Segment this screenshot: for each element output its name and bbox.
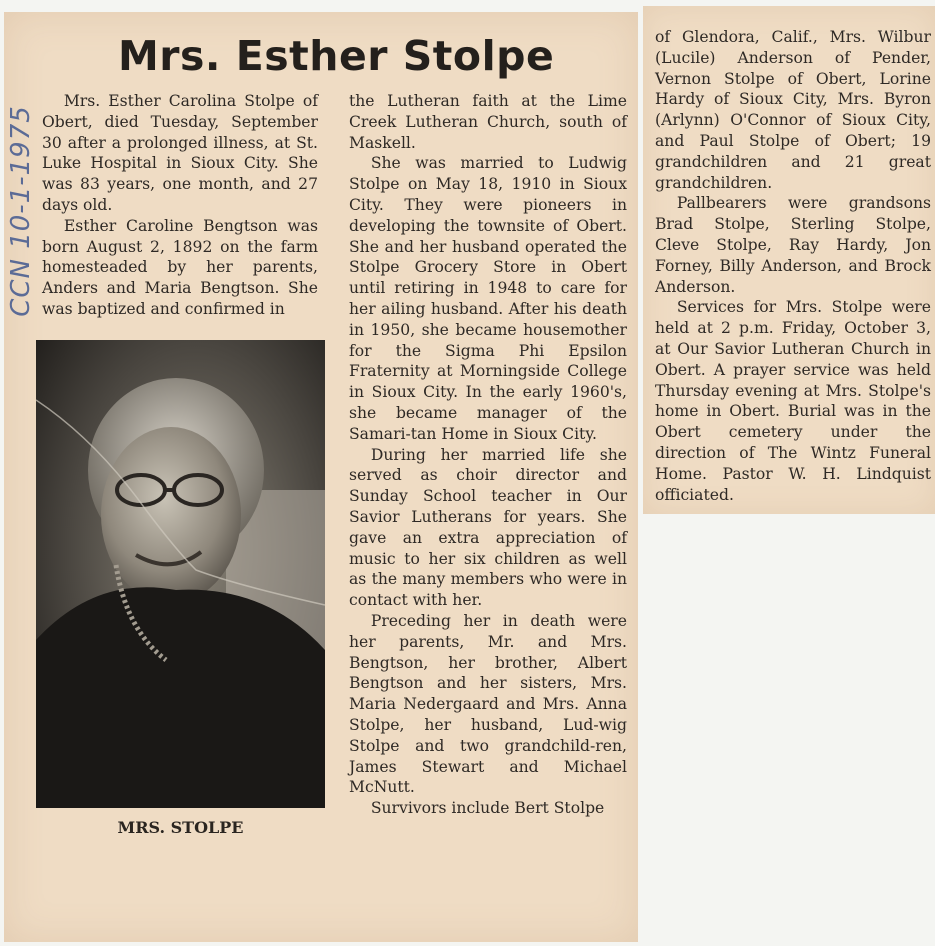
paragraph: Services for Mrs. Stolpe were held at 2 p.m. Friday, October 3, at Our Savior Lutheran Church in Obert. A prayer service was held Thursday evening at Mrs. Stolpe's home in Obert. Burial was in the Obert cemetery under the direction of The Wintz Funeral Home. Pastor W. H. Lindquist officiated. [655, 298, 931, 504]
handwritten-note-text: CCN 10-1-1975 [6, 105, 36, 317]
obituary-headline: Mrs. Esther Stolpe [118, 32, 555, 80]
portrait-photo [36, 340, 325, 808]
article-column-1 [42, 91, 318, 320]
article-column-3 [655, 27, 931, 505]
paragraph: She was married to Ludwig Stolpe on May 18, 1910 in Sioux City. They were pioneers in developing the townsite of Obert. She and her husband operated the Stolpe Grocery Store in Obert until retiring in 1948 to care for her ailing husband. After his death in 1950, she became housemother for the Sigma Phi Epsilon Fraternity at Morningside College in Sioux City. In the early 1960's, she became manager of the Samari-tan Home in Sioux City. [349, 154, 627, 443]
handwritten-date-note [0, 90, 46, 320]
paragraph: of Glendora, Calif., Mrs. Wilbur (Lucile) Anderson of Pender, Vernon Stolpe of Obert, Lorine Hardy of Sioux City, Mrs. Byron (Arlynn) O'Connor of Sioux City, and Paul Stolpe of Obert; 19 grandchildren and 21 great grandchildren. [655, 28, 931, 192]
paragraph: During her married life she served as choir director and Sunday School teacher in Our Savior Lutherans for years. She gave an extra appreciation of music to her six children as well as the many members who were in contact with her. [349, 445, 627, 610]
paragraph: Pallbearers were grandsons Brad Stolpe, Sterling Stolpe, Cleve Stolpe, Ray Hardy, Jon Forney, Billy Anderson, and Brock Anderson. [655, 194, 931, 296]
portrait-illustration [36, 340, 325, 808]
photo-caption: MRS. STOLPE [117, 818, 244, 837]
paragraph: Preceding her in death were her parents, Mr. and Mrs. Bengtson, her brother, Albert Bengtson and her sisters, Mrs. Maria Nedergaard and Mrs. Anna Stolpe, her husband, Lud-wig Stolpe and two grandchild-ren, James Stewart and Michael McNutt. [349, 611, 627, 797]
paragraph: the Lutheran faith at the Lime Creek Lutheran Church, south of Maskell. [349, 92, 627, 152]
paragraph: Survivors include Bert Stolpe [370, 799, 605, 818]
paragraph: Mrs. Esther Carolina Stolpe of Obert, died Tuesday, September 30 after a prolonged illness, at St. Luke Hospital in Sioux City. She was 83 years, one month, and 27 days old. [42, 92, 318, 214]
article-column-2 [349, 91, 627, 819]
paragraph: Esther Caroline Bengtson was born August 2, 1892 on the farm homesteaded by her parents, Anders and Maria Bengtson. She was baptized and confirmed in [42, 216, 318, 318]
